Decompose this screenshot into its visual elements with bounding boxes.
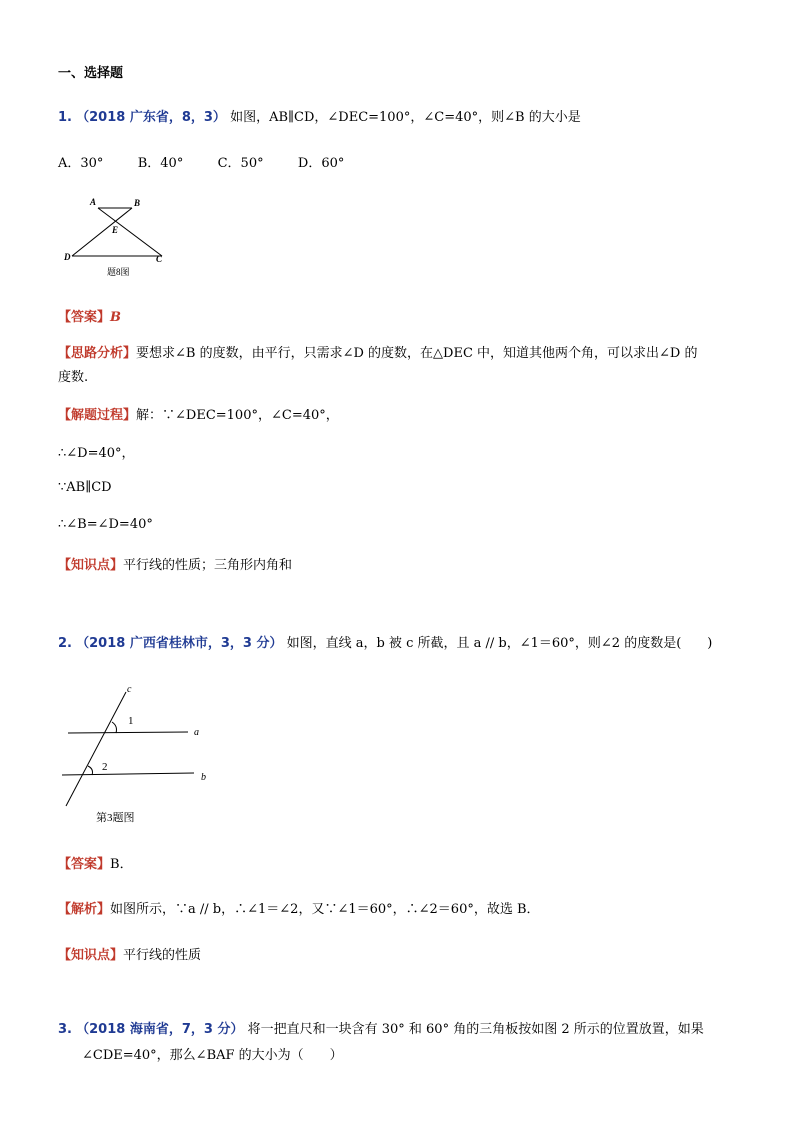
knowledge-q1 <box>58 554 292 573</box>
answer-q1 <box>58 306 121 325</box>
analysis-tag: 【思路分析】 <box>58 346 137 361</box>
process-text: 解：∵∠DEC=100°，∠C=40°， <box>136 408 339 423</box>
option-b: B．40° <box>137 156 184 171</box>
question-stem: 如图，AB∥CD，∠DEC=100°，∠C=40°，则∠B 的大小是 <box>230 110 581 125</box>
figure-label: D <box>64 252 71 262</box>
question-number: 1. <box>58 110 72 125</box>
step-2: ∵AB∥CD <box>58 480 112 495</box>
option-c: C．50° <box>217 156 264 171</box>
figure-label: A <box>90 197 97 207</box>
answer-value: B． <box>110 857 133 872</box>
figure-label: c <box>127 684 132 695</box>
analysis-q1 <box>58 342 738 390</box>
process-q1 <box>58 404 339 423</box>
question-number: 2. <box>58 636 72 651</box>
figure-label: b <box>201 772 206 783</box>
answer-q2 <box>58 853 133 872</box>
knowledge-text: 平行线的性质；三角形内角和 <box>123 558 293 573</box>
analysis-text: 要想求∠B 的度数，由平行，只需求∠D 的度数，在△DEC 中，知道其他两个角，可以求出∠D 的 <box>136 346 698 361</box>
figure-label: B <box>134 198 141 208</box>
answer-tag: 【答案】 <box>58 857 111 872</box>
figure-caption: 题8图 <box>107 267 130 277</box>
figure-q2 <box>60 682 220 832</box>
figure-label: 2 <box>102 761 108 773</box>
answer-tag: 【答案】 <box>58 310 111 325</box>
question-1 <box>58 106 581 125</box>
option-d: D．60° <box>297 156 345 171</box>
knowledge-q2 <box>58 944 201 963</box>
figure-label: E <box>112 225 119 235</box>
question-stem: 如图，直线 a，b 被 c 所截，且 a // b，∠1＝60°，则∠2 的度数是( ) <box>286 636 713 651</box>
section-title: 一、选择题 <box>58 66 124 81</box>
figure-label: C <box>156 254 163 264</box>
step-1: ∴∠D=40°， <box>58 446 135 461</box>
figure-q1 <box>60 193 180 283</box>
question-number: 3. <box>58 1022 72 1037</box>
knowledge-text: 平行线的性质 <box>123 948 202 963</box>
step-3: ∴∠B=∠D=40° <box>58 517 153 532</box>
analysis-tag: 【解析】 <box>58 902 111 917</box>
knowledge-tag: 【知识点】 <box>58 558 124 573</box>
analysis-q2 <box>58 898 540 917</box>
figure-caption: 第3题图 <box>96 812 135 824</box>
question-stem: 将一把直尺和一块含有 30° 和 60° 角的三角板按如图 2 所示的位置放置，如果 <box>247 1022 704 1037</box>
question-source: （2018 海南省，7，3 分） <box>76 1022 244 1037</box>
process-tag: 【解题过程】 <box>58 408 137 423</box>
question-source: （2018 广西省桂林市，3，3 分） <box>76 636 283 651</box>
answer-value: B <box>110 310 122 325</box>
figure-label: a <box>194 727 199 738</box>
question-source: （2018 广东省，8，3） <box>76 110 226 125</box>
question-3 <box>58 1018 704 1037</box>
figure-label: 1 <box>128 715 134 727</box>
question-3-stem-cont: ∠CDE=40°，那么∠BAF 的大小为（ ） <box>82 1048 343 1063</box>
question-2 <box>58 632 712 651</box>
analysis-text: 如图所示，∵a // b，∴∠1＝∠2，又∵∠1＝60°，∴∠2＝60°，故选 B． <box>110 902 540 917</box>
analysis-text-cont: 度数. <box>58 370 89 385</box>
options-row <box>58 152 344 171</box>
option-a: A．30° <box>58 156 104 171</box>
knowledge-tag: 【知识点】 <box>58 948 124 963</box>
